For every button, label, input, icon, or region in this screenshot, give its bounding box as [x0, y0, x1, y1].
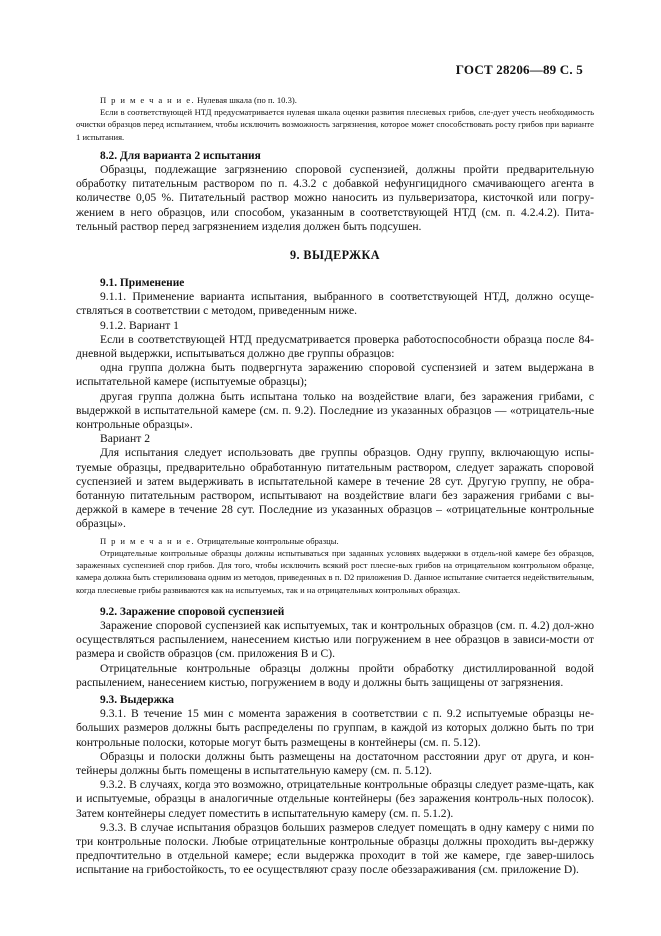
heading-9-3: 9.3. Выдержка	[100, 693, 174, 706]
paragraph-9-1-2-a: Если в соответствующей НТД предусматривается проверка работоспособности образца после 84-дневной выдержки, испытываться должно две группы образцов:	[76, 332, 594, 361]
paragraph-9-1-1: 9.1.1. Применение варианта испытания, выбранного в соответствующей НТД, должно осуще-ствляться в соответствии с методом, приведенным ниже.	[76, 290, 594, 318]
heading-8-2: 8.2. Для варианта 2 испытания	[100, 149, 261, 162]
running-head: ГОСТ 28206—89 С. 5	[455, 62, 583, 77]
note-title: Отрицательные контрольные образцы.	[195, 535, 339, 546]
note-label: П р и м е ч а н и е.	[100, 535, 195, 546]
paragraph-9-3-3: 9.3.3. В случае испытания образцов больших размеров следует помещать в одну камеру с ними по три контрольные полоски. Любые отрицательные контрольные образцы должны проходить вы-держку предпочтительно в отдельной камере; если выдержка проходит в той же камере, где завер-шилось испытание на грибостойкость, то ее осуществляют сразу после обеззараживания (см. приложение D).	[76, 820, 594, 877]
heading-9-1: 9.1. Применение	[100, 277, 185, 290]
paragraph-9-1-2-b: одна группа должна быть подвергнута заражению споровой суспензией и затем выдержана в испытательной камере (испытуемые образцы);	[76, 361, 594, 389]
paragraph-9-1-2-c: другая группа должна быть испытана только на воздействие влаги, без заражения грибами, с выдержкой в испытательной камере (см. п. 9.2). Последние из указанных образцов — «отрицатель-ные контрольные образцы».	[76, 389, 594, 432]
page-content	[76, 94, 594, 878]
paragraph-8-2: Образцы, подлежащие загрязнению споровой суспензией, должны пройти предварительную обработку питательным раствором по п. 4.3.2 с добавкой нефунгицидного смачивающего агента в количестве 0,05 %. Питательный раствор можно наносить из пульверизатора, кисточкой или погру-жением в него образцов, или способом, указанным в соответствующей НТД (см. п. 4.2.4.2). Пита-тельный раствор перед загрязнением изделия должен быть подсушен.	[76, 163, 594, 233]
note-negative-controls-body: Отрицательные контрольные образцы должны испытываться при заданных условиях выдержки в отдель-ной камере без образцов, зараженных суспензией спор грибов. Для того, чтобы исключить всякий рост плесне-вых грибов на отрицательном контрольном образце, камера должна быть стерилизована одним из методов, приведенных в п. D2 приложения D. Данное испытание считается недействительным, когда плесневые грибы развиваются как на испытуемых, так и на отрицательных контрольных образцах.	[76, 547, 594, 595]
note-label: П р и м е ч а н и е.	[100, 95, 195, 105]
section-title-9: 9. ВЫДЕРЖКА	[290, 248, 380, 263]
paragraph-9-3-1-b: Образцы и полоски должны быть размещены на достаточном расстоянии друг от друга, и кон-тейнеры должны быть помещены в испытательную камеру (см. п. 5.12).	[76, 749, 594, 777]
paragraph-9-1-2: 9.1.2. Вариант 1	[100, 318, 179, 332]
paragraph-9-2-a: Заражение споровой суспензией как испытуемых, так и контрольных образцов (см. п. 4.2) дол-жно осуществляться распылением, нанесением кистью или погружением в нее образцов в зависи-мости от размера и свойств образцов (см. приложения В и С).	[76, 618, 594, 661]
variant-2-label: Вариант 2	[100, 432, 150, 446]
paragraph-9-2-b: Отрицательные контрольные образцы должны пройти обработку дистиллированной водой распылением, нанесением кистью, погружением в воду и должны быть защищены от загрязнения.	[76, 661, 594, 689]
paragraph-9-3-1: 9.3.1. В течение 15 мин с момента заражения в соответствии с п. 9.2 испытуемые образцы не-больших размеров должны быть распределены по группам, в каждой из которых должно быть по три контрольные полоски, которые могут быть размещены в контейнеры (см. п. 5.12).	[76, 707, 594, 749]
paragraph-9-3-2: 9.3.2. В случаях, когда это возможно, отрицательные контрольные образцы следует размe-щать, как и испытуемые, образцы в аналогичные отдельные контейнеры (без заражения контроль-ных полосок). Затем контейнеры следует поместить в испытательную камеру (см. п. 5.1.2).	[76, 778, 594, 820]
note-title: Нулевая шкала (по п. 10.3).	[195, 95, 297, 105]
note-negative-controls-title	[76, 535, 594, 547]
variant-2-text: Для испытания следует использовать две группы образцов. Одну группу, включающую испы-туемые образцы, предварительно обработанную питательным раствором, следует заражать споровой суспензией и затем выдерживать в испытательной камере в течение 28 сут. Другую группу, не обра-ботанную питательным раствором, испытывают на воздействие влаги без заражения грибами с вы-держкой в камере в течение 28 сут. Последние из указанных образцов – «отрицательные контрольные образцы».	[76, 446, 594, 531]
heading-9-2: 9.2. Заражение споровой суспензией	[100, 605, 285, 618]
note-zero-scale-body: Если в соответствующей НТД предусматривается нулевая шкала оценки развития плесневых грибов, сле-дует учесть необходимость очистки образцов перед испытанием, чтобы исключить возможность загрязнения, которое может способствовать росту грибов при варианте 1 испытания.	[76, 107, 594, 142]
note-zero-scale-title	[76, 94, 594, 106]
